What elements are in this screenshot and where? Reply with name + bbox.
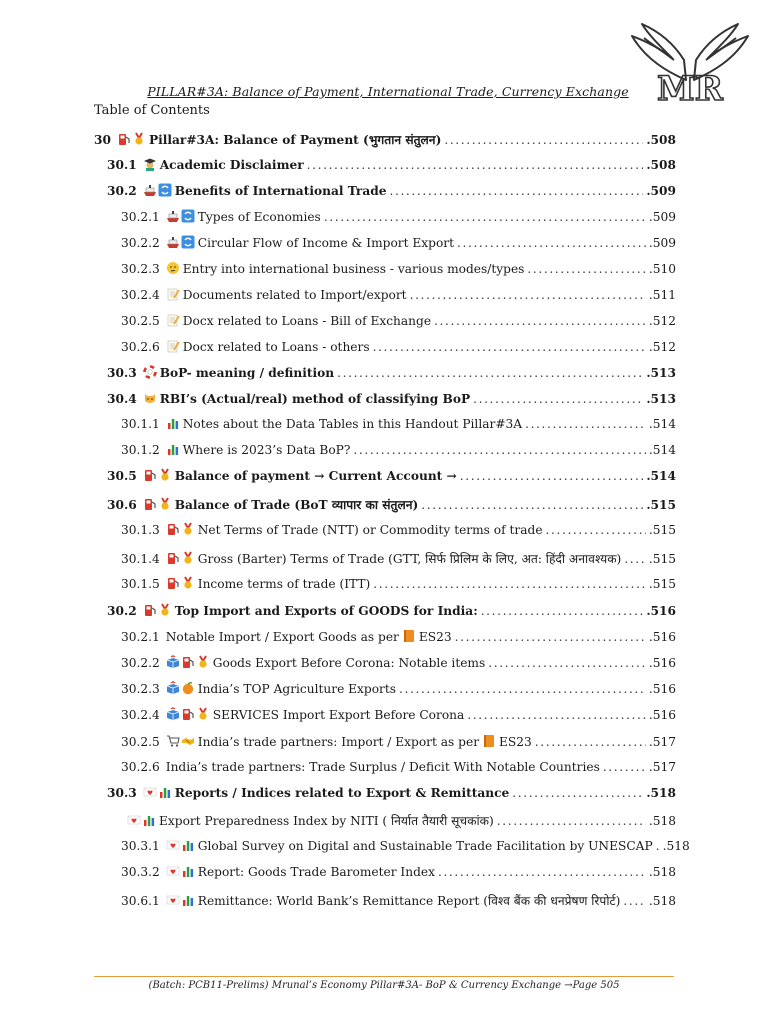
toc-entry-number: 30.1.5 — [121, 577, 160, 591]
bar-chart-icon — [166, 442, 180, 459]
shopping-cart-icon — [166, 734, 180, 751]
toc-entry-icons — [166, 313, 180, 330]
toc-entry-text: SERVICES Import Export Before Corona — [212, 708, 465, 722]
toc-entry-text: Gross (Barter) Terms of Trade (GTT, सिर्फ प्रिलिम के लिए, अत: हिंदी अनावश्यक) — [197, 552, 622, 566]
toc-entry-icons — [166, 261, 180, 278]
toc-entry-number: 30.3.2 — [121, 865, 160, 879]
toc-entry-title — [166, 864, 435, 881]
toc-entry-text: Docx related to Loans - others — [182, 340, 370, 354]
toc-entry-text: Notable Import / Export Goods as per — [165, 630, 399, 644]
cat-face-icon — [143, 391, 157, 408]
document-header: PILLAR#3A: Balance of Payment, International Trade, Currency Exchange — [147, 84, 629, 99]
toc-entry-text: India’s trade partners: Import / Export as per — [197, 735, 480, 749]
toc-entry-title — [166, 416, 522, 433]
toc-entry-text: Reports / Indices related to Export & Remittance — [174, 786, 510, 800]
toc-entry[interactable] — [107, 468, 676, 485]
toc-entry-number: 30.2 — [107, 184, 137, 198]
heart-letter-icon — [127, 813, 141, 830]
bar-chart-icon — [181, 864, 195, 881]
toc-entry-page: .514 — [648, 417, 676, 431]
footer-page-label: Page 505 — [572, 980, 620, 991]
medal-icon — [181, 551, 195, 568]
toc-entry-number: 30 — [94, 133, 111, 147]
bar-chart-icon — [181, 838, 195, 855]
toc-entry-title — [143, 468, 457, 485]
toc-entry[interactable] — [107, 603, 676, 620]
toc-entry-text: Balance of Trade (BoT व्यापार का संतुलन) — [174, 498, 419, 512]
toc-entry-page: .510 — [648, 262, 676, 276]
toc-entry[interactable] — [121, 339, 676, 356]
toc-dot-leader — [410, 288, 646, 302]
toc-entry-number: 30.2.1 — [121, 210, 160, 224]
toc-entry-icons — [143, 183, 172, 200]
book-icon — [482, 734, 496, 751]
toc-entry-icons — [166, 442, 180, 459]
medal-icon — [158, 603, 172, 620]
bar-chart-icon — [158, 785, 172, 802]
toc-dot-leader — [603, 760, 646, 774]
toc-entry-title — [143, 785, 510, 802]
toc-entry-text: Where is 2023’s Data BoP? — [182, 443, 351, 457]
fuel-pump-icon — [166, 551, 180, 568]
toc-entry-text: Net Terms of Trade (NTT) or Commodity terms of trade — [197, 523, 543, 537]
toc-entry-text: Balance of payment → Current Account → — [174, 469, 457, 483]
toc-dot-leader — [337, 366, 643, 380]
handshake-icon — [181, 734, 195, 751]
toc-entry-title — [166, 760, 600, 774]
toc-entry[interactable] — [107, 365, 676, 382]
ship-icon — [166, 235, 180, 252]
toc-entry-page: .516 — [648, 656, 676, 670]
toc-entry-icons — [143, 603, 172, 620]
toc-dot-leader — [546, 523, 646, 537]
toc-entry-icons — [166, 522, 195, 539]
toc-entry-icons — [166, 707, 210, 724]
fuel-pump-icon — [143, 497, 157, 514]
footer-divider — [94, 976, 674, 977]
toc-entry-icons — [166, 416, 180, 433]
toc-entry-page: .515 — [646, 498, 676, 512]
memo-icon — [166, 287, 180, 304]
toc-entry-title — [143, 391, 470, 408]
toc-dot-leader — [624, 552, 646, 566]
toc-entry-page: .516 — [648, 682, 676, 696]
toc-entry-icons — [166, 655, 210, 672]
toc-entry[interactable] — [121, 707, 676, 724]
toc-entry-text: Circular Flow of Income & Import Export — [197, 236, 455, 250]
toc-entry[interactable] — [107, 785, 676, 802]
toc-entry[interactable] — [121, 261, 676, 278]
toc-entry-icons — [166, 339, 180, 356]
memo-icon — [166, 339, 180, 356]
toc-entry-text-suffix: ES23 — [418, 630, 452, 644]
toc-entry-icons — [127, 813, 156, 830]
toc-entry[interactable] — [94, 131, 676, 149]
ship-icon — [166, 209, 180, 226]
toc-entry[interactable] — [107, 183, 676, 200]
toc-entry-number: 30.6.1 — [121, 894, 160, 908]
toc-entry-icons — [117, 132, 146, 149]
toc-entry-text: Goods Export Before Corona: Notable items — [212, 656, 486, 670]
fuel-pump-icon — [181, 707, 195, 724]
toc-entry-text: Global Survey on Digital and Sustainable Trade Facilitation by UNESCAP — [197, 839, 653, 853]
toc-dot-leader — [623, 894, 645, 908]
toc-entry-title — [166, 339, 370, 356]
toc-entry-page: .509 — [646, 184, 676, 198]
toc-dot-leader — [373, 340, 646, 354]
toc-entry[interactable] — [107, 157, 676, 174]
toc-dot-leader — [525, 417, 646, 431]
shipping-box-icon — [166, 707, 180, 724]
medal-icon — [196, 707, 210, 724]
toc-entry[interactable] — [121, 442, 676, 459]
toc-entry[interactable] — [121, 313, 676, 330]
fuel-pump-icon — [181, 655, 195, 672]
toc-entry-number: 30.2.6 — [121, 340, 160, 354]
toc-entry-icons — [143, 468, 172, 485]
toc-entry-title — [166, 655, 485, 672]
toc-dot-leader — [399, 682, 646, 696]
toc-dot-leader — [307, 158, 644, 172]
toc-entry-number: 30.1.2 — [121, 443, 160, 457]
toc-dot-leader — [481, 604, 644, 618]
toc-dot-leader — [390, 184, 644, 198]
shipping-box-icon — [166, 655, 180, 672]
toc-entry[interactable] — [121, 287, 676, 304]
toc-dot-leader — [373, 577, 646, 591]
toc-dot-leader — [444, 133, 643, 147]
medal-icon — [196, 655, 210, 672]
toc-entry-page: .508 — [646, 133, 676, 147]
toc-entry-text: Entry into international business - various modes/types — [182, 262, 525, 276]
toc-entry-number: 30.2.3 — [121, 262, 160, 276]
toc-entry-title — [166, 707, 465, 724]
toc-entry-title — [166, 681, 396, 698]
toc-entry-title — [166, 522, 543, 539]
toc-dot-leader — [353, 443, 645, 457]
toc-entry-page: .511 — [648, 288, 676, 302]
toc-entry-number: 30.2.5 — [121, 314, 160, 328]
heart-letter-icon — [166, 893, 180, 910]
toc-entry-text: Pillar#3A: Balance of Payment (भुगतान संतुलन) — [148, 133, 442, 147]
toc-entry-icons — [143, 497, 172, 514]
cycle-icon — [158, 183, 172, 200]
toc-entry-text: Report: Goods Trade Barometer Index — [197, 865, 435, 879]
toc-entry-text: Income terms of trade (ITT) — [197, 577, 371, 591]
toc-entry-number: 30.1.3 — [121, 523, 160, 537]
toc-entry-text: Notes about the Data Tables in this Handout Pillar#3A — [182, 417, 523, 431]
toc-entry-text-suffix: ES23 — [499, 735, 532, 749]
footer-text: (Batch: PCB11-Prelims) Mrunal’s Economy Pillar#3A- BoP & Currency Exchange — [148, 980, 562, 991]
toc-entry-text: Benefits of International Trade — [174, 184, 387, 198]
toc-entry-icons — [166, 864, 195, 881]
bar-chart-icon — [166, 416, 180, 433]
toc-entry[interactable] — [107, 496, 676, 514]
toc-entry-text: Academic Disclaimer — [159, 158, 304, 172]
toc-entry-number: 30.3.1 — [121, 839, 160, 853]
heart-letter-icon — [166, 864, 180, 881]
toc-entry-icons — [166, 551, 195, 568]
fuel-pump-icon — [117, 132, 131, 149]
toc-entry-icons — [166, 681, 195, 698]
toc-dot-leader — [527, 262, 645, 276]
toc-dot-leader — [438, 865, 646, 879]
toc-entry-text: India’s trade partners: Trade Surplus / Deficit With Notable Countries — [165, 760, 600, 774]
graduate-icon — [143, 157, 157, 174]
toc-entry-title — [117, 131, 441, 149]
toc-entry-text: Remittance: World Bank’s Remittance Report (विश्व बैंक की धनप्रेषण रिपोर्ट) — [197, 894, 621, 908]
orange-fruit-icon — [181, 681, 195, 698]
toc-entry[interactable] — [121, 734, 676, 751]
toc-entry-title — [143, 603, 478, 620]
toc-entry-title — [166, 313, 431, 330]
toc-entry-number: 30.2.1 — [121, 630, 160, 644]
toc-dot-leader — [421, 498, 643, 512]
toc-dot-leader — [467, 708, 646, 722]
toc-entry[interactable] — [107, 391, 676, 408]
toc-entry-title — [127, 812, 494, 830]
toc-entry-page: .512 — [648, 314, 676, 328]
toc-entry-number: 30.2.2 — [121, 236, 160, 250]
toc-entry-page: .515 — [648, 552, 676, 566]
toc-entry-title — [166, 235, 454, 252]
cycle-icon — [181, 235, 195, 252]
toc-entry[interactable] — [121, 522, 676, 539]
toc-entry-page: .513 — [646, 366, 676, 380]
toc-entry-number: 30.2 — [107, 604, 137, 618]
toc-entry-icons — [166, 576, 195, 593]
cycle-icon — [181, 209, 195, 226]
toc-dot-leader — [460, 469, 644, 483]
toc-entry-text: RBI’s (Actual/real) method of classifying BoP — [159, 392, 471, 406]
toc-dot-leader — [512, 786, 643, 800]
medal-icon — [181, 576, 195, 593]
heart-letter-icon — [143, 785, 157, 802]
toc-entry-icons — [166, 893, 195, 910]
toc-entry-title — [166, 209, 321, 226]
bar-chart-icon — [181, 893, 195, 910]
medal-icon — [158, 468, 172, 485]
toc-entry[interactable] — [121, 892, 676, 910]
toc-entry-number: 30.1 — [107, 158, 137, 172]
shipping-box-icon — [166, 681, 180, 698]
fuel-pump-icon — [143, 468, 157, 485]
toc-entry[interactable] — [121, 655, 676, 672]
toc-entry[interactable] — [121, 812, 676, 830]
toc-entry-icons — [143, 365, 157, 382]
toc-entry-title — [166, 442, 351, 459]
toc-entry-page: .513 — [646, 392, 676, 406]
medal-icon — [181, 522, 195, 539]
toc-dot-leader — [434, 314, 646, 328]
toc-entry-page: .512 — [648, 340, 676, 354]
book-icon — [402, 629, 416, 646]
toc-entry-text: Types of Economies — [197, 210, 321, 224]
toc-entry-text: Export Preparedness Index by NITI ( निर्यात तैयारी सूचकांक) — [159, 814, 494, 828]
toc-entry-page: .517 — [648, 735, 676, 749]
toc-entry-title — [143, 365, 334, 382]
toc-entry-number: 30.5 — [107, 469, 137, 483]
toc-entry-icons — [143, 785, 172, 802]
toc-entry-title — [166, 629, 452, 646]
toc-entry-icons — [166, 287, 180, 304]
toc-entry-page: .514 — [648, 443, 676, 457]
toc-entry-title — [166, 287, 407, 304]
toc-entry-title — [143, 496, 419, 514]
toc-entry-number: 30.2.3 — [121, 682, 160, 696]
toc-dot-leader — [656, 839, 660, 853]
fuel-pump-icon — [143, 603, 157, 620]
toc-entry-title — [166, 261, 525, 278]
page-footer — [94, 980, 674, 991]
toc-entry[interactable] — [121, 864, 676, 881]
toc-entry-page: .509 — [648, 236, 676, 250]
toc-entry-number: 30.3 — [107, 786, 137, 800]
memo-icon — [166, 313, 180, 330]
toc-entry[interactable] — [121, 681, 676, 698]
toc-entry-page: .515 — [648, 577, 676, 591]
toc-entry-page: .517 — [648, 760, 676, 774]
toc-entry-icons — [166, 734, 195, 751]
toc-heading: Table of Contents — [94, 103, 210, 118]
toc-entry-icons — [166, 235, 195, 252]
toc-entry[interactable] — [121, 629, 676, 646]
thinking-face-icon — [166, 261, 180, 278]
toc-entry-number: 30.2.4 — [121, 708, 160, 722]
toc-entry[interactable] — [121, 209, 676, 226]
toc-entry-icons — [166, 838, 195, 855]
toc-dot-leader — [488, 656, 646, 670]
toc-entry-page: .514 — [646, 469, 676, 483]
toc-entry-number: 30.2.2 — [121, 656, 160, 670]
toc-entry-title — [166, 838, 653, 855]
toc-entry-number: 30.2.4 — [121, 288, 160, 302]
toc-dot-leader — [497, 814, 646, 828]
logo-text: MR — [657, 69, 723, 104]
fuel-pump-icon — [166, 522, 180, 539]
bar-chart-icon — [142, 813, 156, 830]
toc-dot-leader — [455, 630, 646, 644]
toc-dot-leader — [324, 210, 646, 224]
toc-entry-page: .516 — [648, 630, 676, 644]
ship-icon — [143, 183, 157, 200]
toc-entry-text: Documents related to Import/export — [182, 288, 407, 302]
medal-icon — [158, 497, 172, 514]
footer-arrow: → — [564, 980, 573, 991]
toc-entry-number: 30.6 — [107, 498, 137, 512]
toc-entry-page: .508 — [646, 158, 676, 172]
heart-letter-icon — [166, 838, 180, 855]
toc-entry-title — [143, 183, 387, 200]
toc-entry-title — [166, 892, 621, 910]
lifebuoy-icon — [143, 365, 157, 382]
toc-entry-text: BoP- meaning / definition — [159, 366, 335, 380]
toc-entry-number: 30.1.4 — [121, 552, 160, 566]
toc-entry-text: India’s TOP Agriculture Exports — [197, 682, 397, 696]
toc-entry[interactable] — [121, 416, 676, 433]
toc-entry-number: 30.1.1 — [121, 417, 160, 431]
toc-entry-title — [143, 157, 304, 174]
toc-entry-icons — [143, 391, 157, 408]
toc-entry-page: .518 — [648, 894, 676, 908]
toc-entry-text: Top Import and Exports of GOODS for India: — [174, 604, 478, 618]
toc-entry-title — [166, 550, 622, 568]
toc-dot-leader — [457, 236, 646, 250]
toc-entry-page: .518 — [646, 786, 676, 800]
toc-dot-leader — [473, 392, 643, 406]
toc-entry-number: 30.3 — [107, 366, 137, 380]
toc-entry-page: .516 — [646, 604, 676, 618]
toc-entry[interactable] — [121, 550, 676, 568]
toc-entry-title — [166, 734, 532, 751]
toc-entry-page: .509 — [648, 210, 676, 224]
toc-dot-leader — [535, 735, 646, 749]
toc-entry-number: 30.2.6 — [121, 760, 160, 774]
toc-entry-page: .518 — [648, 865, 676, 879]
medal-icon — [132, 132, 146, 149]
toc-entry-page: .518 — [648, 814, 676, 828]
toc-entry-icons — [143, 157, 157, 174]
toc-entry[interactable] — [121, 235, 676, 252]
fuel-pump-icon — [166, 576, 180, 593]
toc-entry-page: .516 — [648, 708, 676, 722]
toc-entry-number: 30.4 — [107, 392, 137, 406]
toc-entry-page: .515 — [648, 523, 676, 537]
toc-entry-icons — [166, 209, 195, 226]
toc-entry[interactable] — [121, 760, 676, 774]
toc-entry[interactable] — [121, 576, 676, 593]
toc-entry[interactable] — [121, 838, 690, 855]
toc-entry-text: Docx related to Loans - Bill of Exchange — [182, 314, 432, 328]
toc-entry-title — [166, 576, 371, 593]
toc-entry-page: .518 — [662, 839, 690, 853]
toc-entry-number: 30.2.5 — [121, 735, 160, 749]
